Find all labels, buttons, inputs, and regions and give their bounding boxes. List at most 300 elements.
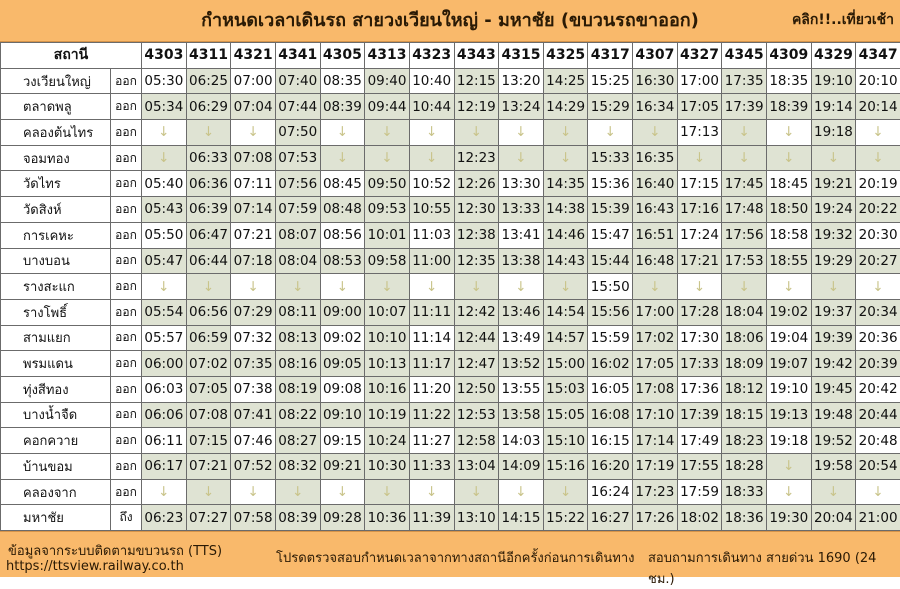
time-cell: 09:53	[365, 197, 410, 223]
pass-through-arrow: ↓	[275, 479, 320, 505]
time-cell: 17:36	[677, 376, 722, 402]
time-cell: 15:22	[543, 505, 588, 531]
stop-type: ออก	[111, 299, 142, 325]
time-cell: 17:35	[722, 68, 767, 94]
station-name: จอมทอง	[1, 145, 111, 171]
time-cell: 13:30	[499, 171, 544, 197]
station-name: พรมแดน	[1, 351, 111, 377]
time-cell: 05:30	[142, 68, 187, 94]
time-cell: 09:00	[320, 299, 365, 325]
time-cell: 17:15	[677, 171, 722, 197]
time-cell: 13:38	[499, 248, 544, 274]
stop-type: ออก	[111, 222, 142, 248]
time-cell: 10:30	[365, 454, 410, 480]
time-cell: 14:38	[543, 197, 588, 223]
pass-through-arrow: ↓	[633, 274, 678, 300]
time-cell: 12:38	[454, 222, 499, 248]
time-cell: 15:10	[543, 428, 588, 454]
time-cell: 08:45	[320, 171, 365, 197]
time-cell: 17:23	[633, 479, 678, 505]
pass-through-arrow: ↓	[231, 120, 276, 146]
station-row	[1, 479, 900, 505]
station-row	[1, 145, 900, 171]
time-cell: 13:33	[499, 197, 544, 223]
time-cell: 05:34	[142, 94, 187, 120]
pass-through-arrow: ↓	[142, 145, 187, 171]
data-source-link[interactable]: https://ttsview.railway.co.th	[6, 559, 184, 574]
time-cell: 08:56	[320, 222, 365, 248]
time-cell: 15:25	[588, 68, 633, 94]
time-cell: 06:25	[186, 68, 231, 94]
time-cell: 06:00	[142, 351, 187, 377]
time-cell: 17:10	[633, 402, 678, 428]
time-cell: 13:04	[454, 454, 499, 480]
time-cell: 10:55	[409, 197, 454, 223]
time-cell: 12:53	[454, 402, 499, 428]
time-cell: 07:56	[275, 171, 320, 197]
time-cell: 07:27	[186, 505, 231, 531]
timetable-header-row	[1, 43, 900, 69]
station-name: คอกควาย	[1, 428, 111, 454]
time-cell: 21:00	[856, 505, 900, 531]
time-cell: 08:19	[275, 376, 320, 402]
station-row	[1, 120, 900, 146]
time-cell: 12:30	[454, 197, 499, 223]
time-cell: 11:03	[409, 222, 454, 248]
time-cell: 09:50	[365, 171, 410, 197]
time-cell: 16:24	[588, 479, 633, 505]
train-number-header: 4311	[186, 43, 231, 69]
time-cell: 11:39	[409, 505, 454, 531]
time-cell: 19:39	[811, 325, 856, 351]
time-cell: 15:16	[543, 454, 588, 480]
station-row	[1, 402, 900, 428]
data-source-label: ข้อมูลจากระบบติดตามขบวนรถ (TTS)	[8, 540, 222, 561]
time-cell: 18:12	[722, 376, 767, 402]
time-cell: 10:52	[409, 171, 454, 197]
time-cell: 14:46	[543, 222, 588, 248]
time-cell: 06:36	[186, 171, 231, 197]
time-cell: 06:06	[142, 402, 187, 428]
time-cell: 07:11	[231, 171, 276, 197]
time-cell: 17:05	[633, 351, 678, 377]
pass-through-arrow: ↓	[856, 479, 900, 505]
pass-through-arrow: ↓	[543, 145, 588, 171]
time-cell: 18:33	[722, 479, 767, 505]
time-cell: 14:29	[543, 94, 588, 120]
time-cell: 07:59	[275, 197, 320, 223]
time-cell: 05:47	[142, 248, 187, 274]
time-cell: 08:13	[275, 325, 320, 351]
time-cell: 20:14	[856, 94, 900, 120]
schedule-notice: โปรดตรวจสอบกำหนดเวลาจากทางสถานีอีกครั้งก่อนการเดินทาง	[276, 547, 634, 568]
station-row	[1, 376, 900, 402]
time-cell: 15:03	[543, 376, 588, 402]
station-row	[1, 454, 900, 480]
time-cell: 09:40	[365, 68, 410, 94]
time-cell: 18:36	[722, 505, 767, 531]
time-cell: 09:21	[320, 454, 365, 480]
time-cell: 05:57	[142, 325, 187, 351]
pass-through-arrow: ↓	[409, 479, 454, 505]
pass-through-arrow: ↓	[811, 274, 856, 300]
time-cell: 16:40	[633, 171, 678, 197]
pass-through-arrow: ↓	[722, 145, 767, 171]
time-cell: 18:06	[722, 325, 767, 351]
morning-trips-link[interactable]: คลิก!!..เที่ยวเช้า	[792, 9, 894, 31]
time-cell: 20:10	[856, 68, 900, 94]
time-cell: 12:19	[454, 94, 499, 120]
stop-type: ออก	[111, 325, 142, 351]
time-cell: 16:02	[588, 351, 633, 377]
station-row	[1, 222, 900, 248]
time-cell: 10:13	[365, 351, 410, 377]
time-cell: 20:04	[811, 505, 856, 531]
time-cell: 12:44	[454, 325, 499, 351]
station-row	[1, 171, 900, 197]
time-cell: 11:00	[409, 248, 454, 274]
pass-through-arrow: ↓	[766, 454, 811, 480]
pass-through-arrow: ↓	[766, 145, 811, 171]
pass-through-arrow: ↓	[856, 120, 900, 146]
timetable-body	[1, 68, 900, 530]
time-cell: 07:41	[231, 402, 276, 428]
time-cell: 14:35	[543, 171, 588, 197]
time-cell: 13:46	[499, 299, 544, 325]
time-cell: 07:05	[186, 376, 231, 402]
station-row	[1, 68, 900, 94]
time-cell: 08:27	[275, 428, 320, 454]
pass-through-arrow: ↓	[186, 120, 231, 146]
time-cell: 15:29	[588, 94, 633, 120]
time-cell: 07:35	[231, 351, 276, 377]
time-cell: 12:50	[454, 376, 499, 402]
time-cell: 16:30	[633, 68, 678, 94]
time-cell: 07:21	[186, 454, 231, 480]
time-cell: 18:45	[766, 171, 811, 197]
pass-through-arrow: ↓	[499, 145, 544, 171]
time-cell: 19:58	[811, 454, 856, 480]
time-cell: 06:39	[186, 197, 231, 223]
pass-through-arrow: ↓	[588, 120, 633, 146]
time-cell: 07:53	[275, 145, 320, 171]
stop-type: ออก	[111, 171, 142, 197]
time-cell: 19:14	[811, 94, 856, 120]
pass-through-arrow: ↓	[677, 145, 722, 171]
time-cell: 05:54	[142, 299, 187, 325]
time-cell: 10:10	[365, 325, 410, 351]
time-cell: 05:50	[142, 222, 187, 248]
time-cell: 16:43	[633, 197, 678, 223]
time-cell: 16:05	[588, 376, 633, 402]
time-cell: 17:39	[677, 402, 722, 428]
time-cell: 17:28	[677, 299, 722, 325]
pass-through-arrow: ↓	[766, 120, 811, 146]
time-cell: 14:03	[499, 428, 544, 454]
station-name: รางโพธิ์	[1, 299, 111, 325]
header-bar	[0, 0, 900, 42]
time-cell: 08:32	[275, 454, 320, 480]
time-cell: 13:58	[499, 402, 544, 428]
time-cell: 11:22	[409, 402, 454, 428]
time-cell: 13:52	[499, 351, 544, 377]
train-number-header: 4317	[588, 43, 633, 69]
time-cell: 10:36	[365, 505, 410, 531]
train-number-header: 4347	[856, 43, 900, 69]
time-cell: 17:21	[677, 248, 722, 274]
time-cell: 15:59	[588, 325, 633, 351]
time-cell: 10:16	[365, 376, 410, 402]
time-cell: 17:14	[633, 428, 678, 454]
pass-through-arrow: ↓	[320, 479, 365, 505]
station-name: วัดสิงห์	[1, 197, 111, 223]
station-row	[1, 505, 900, 531]
time-cell: 18:09	[722, 351, 767, 377]
train-number-header: 4327	[677, 43, 722, 69]
pass-through-arrow: ↓	[320, 274, 365, 300]
stop-type: ออก	[111, 274, 142, 300]
time-cell: 17:13	[677, 120, 722, 146]
stop-type: ถึง	[111, 505, 142, 531]
time-cell: 11:33	[409, 454, 454, 480]
time-cell: 20:54	[856, 454, 900, 480]
stop-type: ออก	[111, 68, 142, 94]
pass-through-arrow: ↓	[320, 145, 365, 171]
time-cell: 16:27	[588, 505, 633, 531]
time-cell: 10:24	[365, 428, 410, 454]
time-cell: 10:19	[365, 402, 410, 428]
time-cell: 07:08	[186, 402, 231, 428]
stop-type: ออก	[111, 479, 142, 505]
pass-through-arrow: ↓	[365, 479, 410, 505]
station-name: สามแยก	[1, 325, 111, 351]
time-cell: 12:47	[454, 351, 499, 377]
time-cell: 16:08	[588, 402, 633, 428]
time-cell: 12:23	[454, 145, 499, 171]
time-cell: 12:35	[454, 248, 499, 274]
time-cell: 19:13	[766, 402, 811, 428]
train-number-header: 4307	[633, 43, 678, 69]
time-cell: 17:05	[677, 94, 722, 120]
stop-type: ออก	[111, 248, 142, 274]
time-cell: 19:02	[766, 299, 811, 325]
train-number-header: 4321	[231, 43, 276, 69]
time-cell: 16:15	[588, 428, 633, 454]
pass-through-arrow: ↓	[142, 120, 187, 146]
time-cell: 15:56	[588, 299, 633, 325]
time-cell: 14:57	[543, 325, 588, 351]
time-cell: 19:10	[811, 68, 856, 94]
station-row	[1, 94, 900, 120]
time-cell: 15:44	[588, 248, 633, 274]
time-cell: 06:44	[186, 248, 231, 274]
time-cell: 17:55	[677, 454, 722, 480]
time-cell: 08:35	[320, 68, 365, 94]
pass-through-arrow: ↓	[231, 274, 276, 300]
station-name: รางสะแก	[1, 274, 111, 300]
pass-through-arrow: ↓	[811, 479, 856, 505]
time-cell: 15:36	[588, 171, 633, 197]
station-name: บางน้ำจืด	[1, 402, 111, 428]
time-cell: 06:56	[186, 299, 231, 325]
time-cell: 20:22	[856, 197, 900, 223]
time-cell: 17:00	[677, 68, 722, 94]
page-title: กำหนดเวลาเดินรถ สายวงเวียนใหญ่ - มหาชัย (ขบวนรถขาออก)	[0, 0, 900, 42]
time-cell: 16:34	[633, 94, 678, 120]
station-name: คลองจาก	[1, 479, 111, 505]
pass-through-arrow: ↓	[766, 479, 811, 505]
station-name: ตลาดพลู	[1, 94, 111, 120]
time-cell: 06:11	[142, 428, 187, 454]
time-cell: 12:15	[454, 68, 499, 94]
time-cell: 06:17	[142, 454, 187, 480]
train-number-header: 4325	[543, 43, 588, 69]
train-number-header: 4341	[275, 43, 320, 69]
time-cell: 09:05	[320, 351, 365, 377]
station-name: คลองต้นไทร	[1, 120, 111, 146]
stop-type: ออก	[111, 428, 142, 454]
time-cell: 11:27	[409, 428, 454, 454]
time-cell: 13:49	[499, 325, 544, 351]
station-row	[1, 325, 900, 351]
time-cell: 17:26	[633, 505, 678, 531]
time-cell: 17:02	[633, 325, 678, 351]
stop-type: ออก	[111, 376, 142, 402]
time-cell: 20:48	[856, 428, 900, 454]
time-cell: 14:09	[499, 454, 544, 480]
time-cell: 18:50	[766, 197, 811, 223]
time-cell: 15:33	[588, 145, 633, 171]
time-cell: 17:30	[677, 325, 722, 351]
time-cell: 17:00	[633, 299, 678, 325]
time-cell: 18:35	[766, 68, 811, 94]
station-name: วัดไทร	[1, 171, 111, 197]
time-cell: 11:14	[409, 325, 454, 351]
stop-type: ออก	[111, 454, 142, 480]
time-cell: 07:15	[186, 428, 231, 454]
time-cell: 17:08	[633, 376, 678, 402]
time-cell: 19:07	[766, 351, 811, 377]
pass-through-arrow: ↓	[409, 145, 454, 171]
pass-through-arrow: ↓	[856, 274, 900, 300]
station-row	[1, 248, 900, 274]
station-row	[1, 351, 900, 377]
time-cell: 10:07	[365, 299, 410, 325]
time-cell: 18:15	[722, 402, 767, 428]
time-cell: 18:23	[722, 428, 767, 454]
pass-through-arrow: ↓	[499, 274, 544, 300]
time-cell: 10:01	[365, 222, 410, 248]
time-cell: 17:53	[722, 248, 767, 274]
time-cell: 19:10	[766, 376, 811, 402]
time-cell: 09:08	[320, 376, 365, 402]
time-cell: 08:48	[320, 197, 365, 223]
pass-through-arrow: ↓	[454, 120, 499, 146]
time-cell: 19:45	[811, 376, 856, 402]
time-cell: 20:34	[856, 299, 900, 325]
station-column-header: สถานี	[1, 43, 142, 69]
hotline-info: สอบถามการเดินทาง สายด่วน 1690 (24 ชม.)	[648, 547, 900, 589]
pass-through-arrow: ↓	[454, 479, 499, 505]
footer-bar	[0, 531, 900, 577]
time-cell: 12:58	[454, 428, 499, 454]
time-cell: 13:41	[499, 222, 544, 248]
time-cell: 05:43	[142, 197, 187, 223]
time-cell: 07:32	[231, 325, 276, 351]
time-cell: 10:40	[409, 68, 454, 94]
pass-through-arrow: ↓	[766, 274, 811, 300]
time-cell: 19:21	[811, 171, 856, 197]
time-cell: 06:47	[186, 222, 231, 248]
train-number-header: 4315	[499, 43, 544, 69]
time-cell: 19:32	[811, 222, 856, 248]
pass-through-arrow: ↓	[365, 120, 410, 146]
train-number-header: 4345	[722, 43, 767, 69]
time-cell: 17:49	[677, 428, 722, 454]
time-cell: 07:29	[231, 299, 276, 325]
stop-type: ออก	[111, 120, 142, 146]
pass-through-arrow: ↓	[722, 274, 767, 300]
time-cell: 19:30	[766, 505, 811, 531]
pass-through-arrow: ↓	[856, 145, 900, 171]
time-cell: 09:10	[320, 402, 365, 428]
time-cell: 18:28	[722, 454, 767, 480]
time-cell: 18:58	[766, 222, 811, 248]
time-cell: 11:17	[409, 351, 454, 377]
time-cell: 08:11	[275, 299, 320, 325]
time-cell: 07:00	[231, 68, 276, 94]
time-cell: 18:55	[766, 248, 811, 274]
time-cell: 09:44	[365, 94, 410, 120]
time-cell: 17:59	[677, 479, 722, 505]
station-name: บ้านขอม	[1, 454, 111, 480]
time-cell: 14:15	[499, 505, 544, 531]
time-cell: 18:04	[722, 299, 767, 325]
time-cell: 17:39	[722, 94, 767, 120]
time-cell: 07:44	[275, 94, 320, 120]
pass-through-arrow: ↓	[722, 120, 767, 146]
time-cell: 19:29	[811, 248, 856, 274]
time-cell: 13:10	[454, 505, 499, 531]
time-cell: 07:50	[275, 120, 320, 146]
stop-type: ออก	[111, 351, 142, 377]
train-number-header: 4305	[320, 43, 365, 69]
train-number-header: 4309	[766, 43, 811, 69]
train-number-header: 4329	[811, 43, 856, 69]
time-cell: 08:39	[320, 94, 365, 120]
time-cell: 09:58	[365, 248, 410, 274]
time-cell: 07:46	[231, 428, 276, 454]
time-cell: 20:30	[856, 222, 900, 248]
time-cell: 07:02	[186, 351, 231, 377]
time-cell: 07:18	[231, 248, 276, 274]
train-number-header: 4313	[365, 43, 410, 69]
time-cell: 19:18	[811, 120, 856, 146]
station-row	[1, 197, 900, 223]
time-cell: 09:02	[320, 325, 365, 351]
train-number-header: 4323	[409, 43, 454, 69]
pass-through-arrow: ↓	[543, 479, 588, 505]
pass-through-arrow: ↓	[454, 274, 499, 300]
time-cell: 09:15	[320, 428, 365, 454]
time-cell: 17:56	[722, 222, 767, 248]
time-cell: 07:04	[231, 94, 276, 120]
time-cell: 16:48	[633, 248, 678, 274]
time-cell: 07:08	[231, 145, 276, 171]
time-cell: 17:24	[677, 222, 722, 248]
station-name: ทุ่งสีทอง	[1, 376, 111, 402]
pass-through-arrow: ↓	[365, 274, 410, 300]
